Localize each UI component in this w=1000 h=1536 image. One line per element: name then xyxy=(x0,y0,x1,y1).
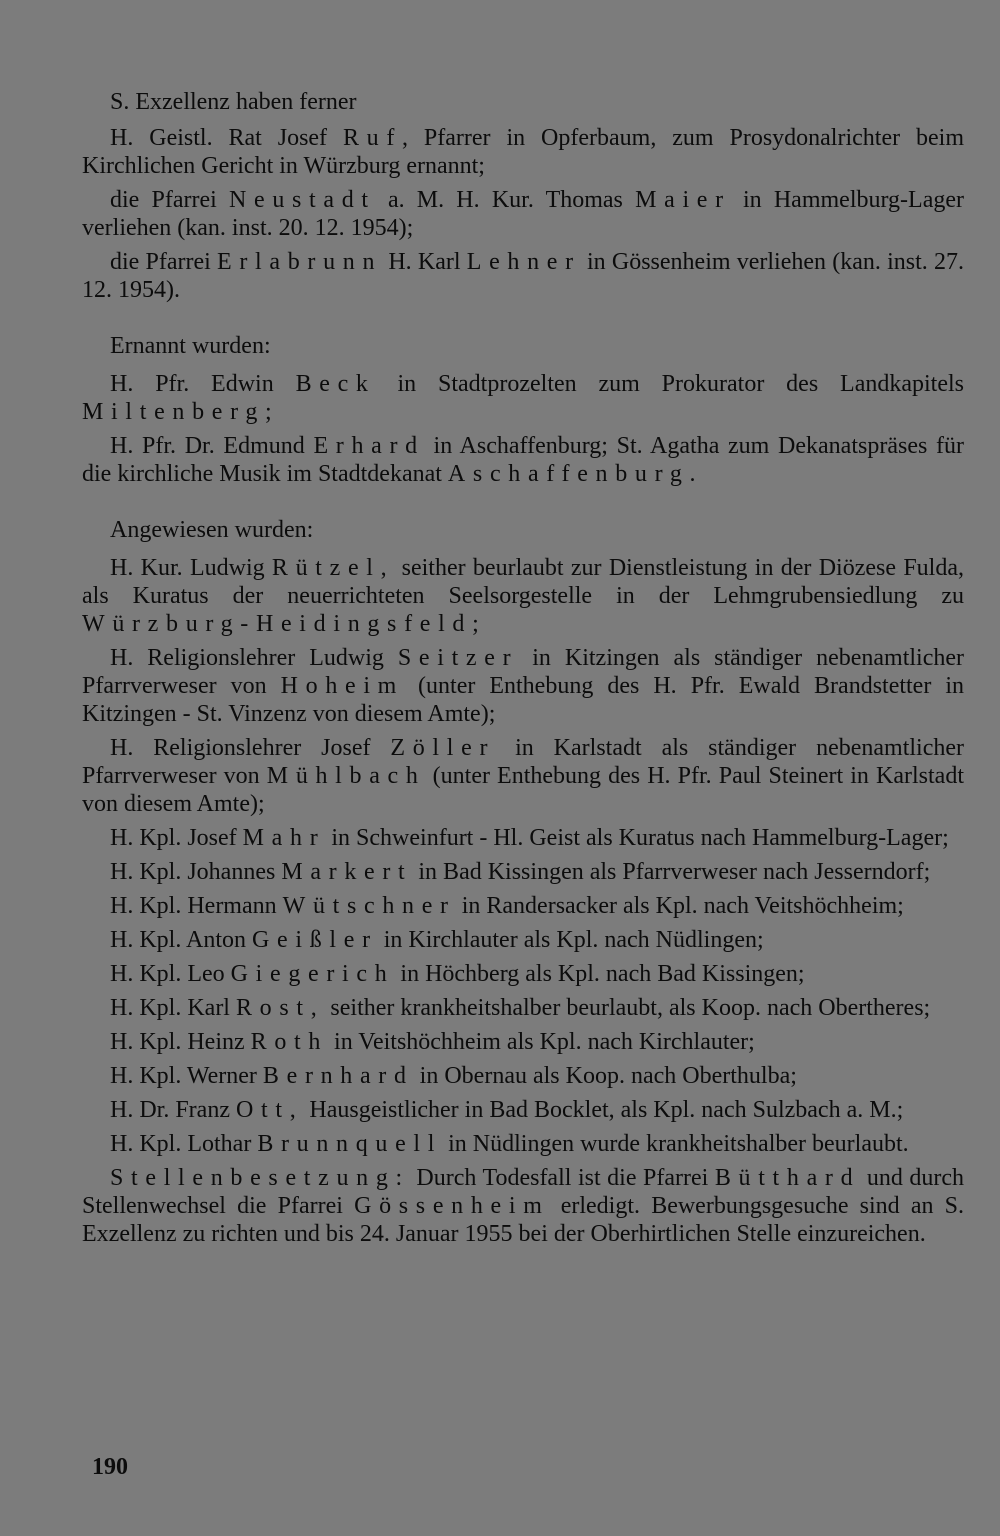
name-spaced: Seitzer xyxy=(397,645,519,671)
paragraph xyxy=(82,432,964,488)
text: seither krankheitshalber beurlaubt, als Koop. nach Obertheres; xyxy=(324,995,931,1021)
name-spaced: Wütschner xyxy=(282,893,456,919)
text: in Nüdlingen wurde krankheitshalber beurlaubt. xyxy=(442,1131,909,1157)
text: in Stadtprozelten zum Prokurator des Landkapitels xyxy=(375,371,964,397)
paragraph xyxy=(82,186,964,242)
text: H. Religionslehrer Josef xyxy=(110,735,391,761)
text: H. Kpl. Heinz xyxy=(110,1029,251,1055)
name-spaced: Ott, xyxy=(235,1097,304,1123)
paragraph xyxy=(82,1028,964,1056)
paragraph xyxy=(82,734,964,818)
text: H. Karl xyxy=(382,249,467,275)
text: in Schweinfurt - Hl. Geist als Kuratus nach Hammelburg-Lager; xyxy=(325,825,949,851)
text: , Pfarrer in Opferbaum, zum Prosydonalrichter beim Kirchlichen Gericht in Würzburg ernannt; xyxy=(82,125,965,179)
paragraph xyxy=(82,994,964,1022)
ernannt-list xyxy=(82,370,964,488)
text: in Veitshöchheim als Kpl. nach Kirchlauter; xyxy=(328,1029,755,1055)
paragraph xyxy=(82,124,964,180)
text: a. M. H. Kur. Thomas xyxy=(375,187,636,213)
text: H. Kpl. Johannes xyxy=(110,859,282,885)
text: Durch Todesfall ist die Pfarrei xyxy=(409,1165,715,1191)
appointments-first xyxy=(82,124,964,304)
paragraph xyxy=(82,892,964,920)
text: in Obernau als Koop. nach Oberthulba; xyxy=(413,1063,797,1089)
name-spaced: Beck xyxy=(295,371,376,397)
text: erledigt. Bewerbungsgesuche sind an S. Exzellenz zu richten und bis 24. Januar 1955 bei der Oberhirtlichen Stelle einzureichen. xyxy=(82,1193,964,1247)
text: H. Kpl. Josef xyxy=(110,825,243,851)
text: (unter Enthebung des H. Pfr. Ewald Brandstetter in Kitzingen - St. Vinzenz von diesem Amte); xyxy=(82,673,965,727)
text: H. Pfr. Edwin xyxy=(110,371,296,397)
name-spaced: Erhard xyxy=(313,433,425,459)
text: (unter Enthebung des H. Pfr. Paul Steinert in Karlstadt von diesem Amte); xyxy=(82,763,965,817)
intro-line: S. Exzellenz haben ferner xyxy=(110,89,357,115)
stellenbesetzung-paragraph xyxy=(82,1164,964,1248)
name-spaced: Rützel, xyxy=(271,555,395,581)
text: H. Kpl. Karl xyxy=(110,995,236,1021)
text: seither beurlaubt zur Dienstleistung in der Diözese Fulda, als Kuratus der neuerrichteten Seelsorgestelle in der Lehmgrubensiedlung zu xyxy=(82,555,964,609)
name-spaced: Roth xyxy=(250,1029,329,1055)
text: H. Kpl. Anton xyxy=(110,927,253,953)
text: H. Pfr. Dr. Edmund xyxy=(110,433,314,459)
name-spaced: Mühlbach xyxy=(266,763,426,789)
name-spaced: Rost, xyxy=(235,995,325,1021)
name-spaced: Stellenbesetzung: xyxy=(110,1165,410,1191)
text: in Kirchlauter als Kpl. nach Nüdlingen; xyxy=(377,927,764,953)
text: H. Kur. Ludwig xyxy=(110,555,272,581)
paragraph xyxy=(82,960,964,988)
text: Hausgeistlicher in Bad Bocklet, als Kpl. nach Sulzbach a. M.; xyxy=(303,1097,904,1123)
paragraph xyxy=(82,248,964,304)
paragraph xyxy=(82,824,964,852)
name-spaced: Miltenberg; xyxy=(82,399,280,425)
text: in Hammelburg-Lager verliehen (kan. inst. 20. 12. 1954); xyxy=(82,187,964,241)
name-spaced: Markert xyxy=(281,859,413,885)
name-spaced: Lehner xyxy=(466,249,581,275)
text: die Pfarrei xyxy=(110,187,229,213)
text: H. Kpl. Lothar xyxy=(110,1131,258,1157)
text: in Aschaffenburg; St. Agatha zum Dekanatspräses für die kirchliche Musik im Stadtdekanat xyxy=(82,433,964,487)
angewiesen-list xyxy=(82,554,964,1158)
text: in Karlstadt als ständiger nebenamtlicher Pfarrverweser von xyxy=(82,735,964,789)
paragraph xyxy=(82,926,964,954)
paragraph xyxy=(82,370,964,426)
name-spaced: Geißler xyxy=(252,927,378,953)
page-number: 190 xyxy=(92,1454,128,1480)
text: H. Kpl. Leo xyxy=(110,961,231,987)
paragraph xyxy=(82,1096,964,1124)
name-spaced: Erlabrunn xyxy=(217,249,383,275)
text: H. Religionslehrer Ludwig xyxy=(110,645,398,671)
text: in Höchberg als Kpl. nach Bad Kissingen; xyxy=(394,961,805,987)
name-spaced: Giegerich xyxy=(230,961,395,987)
name-spaced: Mahr xyxy=(242,825,326,851)
text: die Pfarrei xyxy=(110,249,218,275)
name-spaced: Hoheim xyxy=(280,673,405,699)
text: H. Geistl. Rat Josef xyxy=(110,125,343,151)
text: H. Kpl. Hermann xyxy=(110,893,283,919)
text: und durch Stellenwechsel die Pfarrei xyxy=(82,1165,964,1219)
paragraph xyxy=(82,858,964,886)
text: in Bad Kissingen als Pfarrverweser nach Jesserndorf; xyxy=(412,859,931,885)
text: H. Kpl. Werner xyxy=(110,1063,263,1089)
paragraph xyxy=(82,1130,964,1158)
paragraph xyxy=(82,1062,964,1090)
paragraph xyxy=(82,644,964,728)
name-spaced: Maier xyxy=(635,187,731,213)
name-spaced: Neustadt xyxy=(229,187,376,213)
name-spaced: Würzburg-Heidingsfeld; xyxy=(82,611,487,637)
name-spaced: Brunnquell xyxy=(257,1131,443,1157)
name-spaced: Gössenheim xyxy=(354,1193,550,1219)
section-heading-ernannt: Ernannt wurden: xyxy=(110,333,271,359)
name-spaced: Aschaffenburg. xyxy=(447,461,704,487)
name-spaced: Bütthard xyxy=(714,1165,861,1191)
name-spaced: Ruf xyxy=(342,125,403,151)
text: H. Dr. Franz xyxy=(110,1097,236,1123)
name-spaced: Bernhard xyxy=(262,1063,414,1089)
paragraph xyxy=(82,554,964,638)
document-page xyxy=(82,88,964,1254)
text: in Kitzingen als ständiger nebenamtlicher Pfarrverweser von xyxy=(82,645,965,699)
text: in Gössenheim verliehen (kan. inst. 27. 12. 1954). xyxy=(82,249,964,303)
section-heading-angewiesen: Angewiesen wurden: xyxy=(110,517,314,543)
text: in Randersacker als Kpl. nach Veitshöchheim; xyxy=(455,893,904,919)
name-spaced: Zöller xyxy=(390,735,496,761)
